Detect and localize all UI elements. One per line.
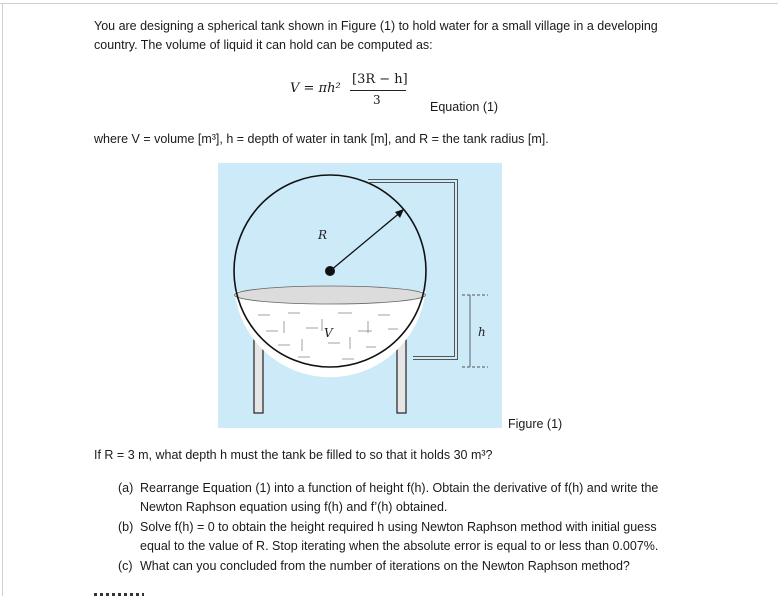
part-b-line-1: Solve f(h) = 0 to obtain the height required h using Newton Raphson method with initial guess (140, 520, 657, 534)
equation-lhs: V = πh² (290, 81, 341, 96)
part-b-line-2: equal to the value of R. Stop iterating when the absolute error is equal to or less than 0.007%. (140, 539, 659, 553)
tank-figure (218, 163, 502, 428)
intro-line-2: country. The volume of liquid it can hold can be computed as: (94, 38, 433, 52)
part-a-line-1: Rearrange Equation (1) into a function of height f(h). Obtain the derivative of f(h) and write the (140, 481, 659, 495)
page-top-border (0, 3, 778, 4)
part-b-label: (b) (118, 520, 134, 534)
intro-line-1: You are designing a spherical tank shown in Figure (1) to hold water for a small village in a developing (94, 19, 658, 33)
part-a-label: (a) (118, 481, 134, 495)
question-text: If R = 3 m, what depth h must the tank be filled to so that it holds 30 m³? (94, 448, 493, 462)
height-label: h (478, 325, 486, 339)
equation-fraction-bar (350, 90, 406, 91)
part-c-label: (c) (118, 559, 133, 573)
page-left-border (2, 3, 3, 596)
radius-arrow-head (395, 209, 404, 218)
figure-caption: Figure (1) (508, 417, 563, 431)
equation-numerator: [3R − h] (352, 72, 408, 87)
equation-label: Equation (1) (430, 100, 499, 114)
water-surface (235, 286, 426, 304)
tank-diagram (218, 163, 502, 428)
part-c-line-1: What can you concluded from the number of iterations on the Newton Raphson method? (140, 559, 630, 573)
radius-line (330, 211, 402, 271)
radius-label: R (318, 228, 328, 242)
cut-off-text-fragment (94, 590, 154, 596)
part-a-line-2: Newton Raphson equation using f(h) and f’(h) obtained. (140, 500, 448, 514)
where-text: where V = volume [m³], h = depth of water in tank [m], and R = the tank radius [m]. (94, 132, 549, 146)
sphere-center-dot (325, 266, 335, 276)
equation-denominator: 3 (373, 93, 381, 107)
volume-label: V (324, 326, 333, 340)
